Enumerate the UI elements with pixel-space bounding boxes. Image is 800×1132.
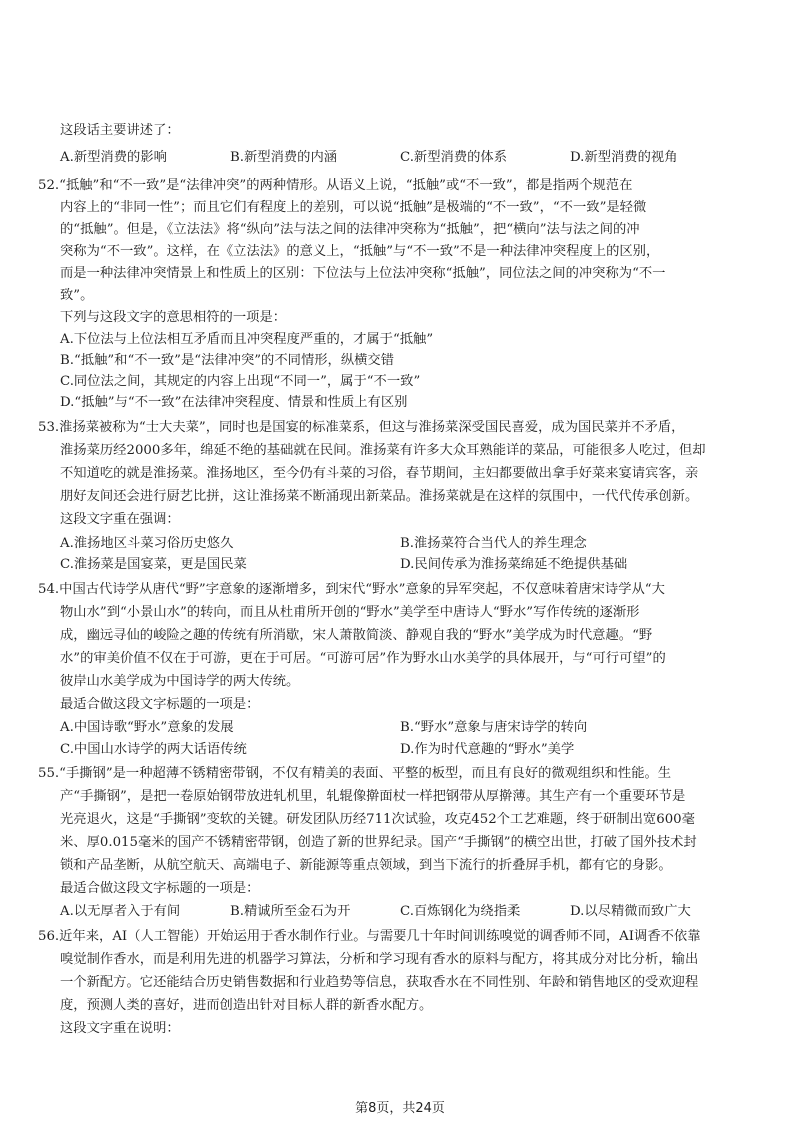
q55-line: 产“手撕钢”，是把一卷原始钢带放进轧机里，轧辊像擀面杖一样把钢带从厚擀薄。其生产有一个重要环节是 xyxy=(60,789,686,804)
q56-line: 56.近年来，AI（人工智能）开始运用于香水制作行业。与需要几十年时间训练嗅觉的调香师不同，AI调香不依靠 xyxy=(38,929,701,944)
page-number: 第8页，共24页 xyxy=(355,1101,445,1116)
q56-line: 嗅觉制作香水，而是利用先进的机器学习算法，分析和学习现有香水的原料与配方，将其成分对比分析，输出 xyxy=(60,952,699,967)
q54-line: 彼岸山水美学成为中国诗学的两大传统。 xyxy=(60,674,300,689)
q54-option-c: C.中国山水诗学的两大话语传统 xyxy=(60,742,247,757)
q52-option-c: C.同位法之间，其规定的内容上出现“不同一”，属于“不一致” xyxy=(60,374,421,389)
q53-line: 朋好友间还会进行厨艺比拼，这让淮扬菜不断涌现出新菜品。淮扬菜就是在这样的氛围中，一代代传承创新。 xyxy=(60,489,699,504)
q56-prompt: 这段文字重在说明： xyxy=(60,1021,180,1036)
q53-option-d: D.民间传承为淮扬菜绵延不绝提供基础 xyxy=(400,557,628,572)
q52-line: 致”。 xyxy=(60,288,94,303)
q52-option-a: A.下位法与上位法相互矛盾而且冲突程度严重的，才属于“抵触” xyxy=(60,332,434,347)
q53-option-c: C.淮扬菜是国宴菜，更是国民菜 xyxy=(60,557,247,572)
q54-line: 成，幽远寻仙的峻险之趣的传统有所消歇，宋人萧散简淡、静观自我的“野水”美学成为时代意趣。“野 xyxy=(60,628,653,643)
q51-option-d: D.新型消费的视角 xyxy=(570,150,678,165)
q51-option-a: A.新型消费的影响 xyxy=(60,150,167,165)
q52-line: 的“抵触”。但是，《立法法》将“纵向”法与法之间的法律冲突称为“抵触”，把“横向”法与法之间的冲 xyxy=(60,222,640,237)
q55-line: 锁和产品垄断，从航空航天、高端电子、新能源等重点领域，到当下流行的折叠屏手机，都有它的身影。 xyxy=(60,858,672,873)
q55-option-b: B.精诚所至金石为开 xyxy=(230,904,351,919)
q55-option-a: A.以无厚者入于有间 xyxy=(60,904,181,919)
q56-line: 一个新配方。它还能结合历史销售数据和行业趋势等信息，获取香水在不同性别、年龄和销售地区的受欢迎程 xyxy=(60,975,699,990)
q56-line: 度，预测人类的喜好，进而创造出针对目标人群的新香水配方。 xyxy=(60,998,433,1013)
q52-line: 52.“抵触”和“不一致”是“法律冲突”的两种情形。从语义上说，“抵触”或“不一致”，都是指两个规范在 xyxy=(38,178,633,193)
q55-line: 米、厚0.015毫米的国产不锈精密带钢，创造了新的世界纪录。国产“手撕钢”的横空出世，打破了国外技术封 xyxy=(60,835,697,850)
q52-option-d: D.“抵触”与“不一致”在法律冲突程度、情景和性质上有区别 xyxy=(60,395,408,410)
q54-line: 水”的审美价值不仅在于可游，更在于可居。“可游可居”作为野水山水美学的具体展开，与“可行可望”的 xyxy=(60,651,666,666)
q55-option-d: D.以尽精微而致广大 xyxy=(570,904,691,919)
q53-line: 53.淮扬菜被称为“士大夫菜”，同时也是国宴的标准菜系，但这与淮扬菜深受国民喜爱，成为国民菜并不矛盾， xyxy=(38,420,685,435)
q54-line: 物山水”到“小景山水”的转向，而且从杜甫所开创的“野水”美学至中唐诗人“野水”写作传统的逐渐形 xyxy=(60,605,640,620)
q55-option-c: C.百炼钢化为绕指柔 xyxy=(400,904,521,919)
q51-option-c: C.新型消费的体系 xyxy=(400,150,508,165)
q52-line: 内容上的“非同一性”；而且它们有程度上的差别，可以说“抵触”是极端的“不一致”，“不一致”是轻微 xyxy=(60,200,647,215)
q52-line: 突称为“不一致”。这样，在《立法法》的意义上，“抵触”与“不一致”不是一种法律冲突程度上的区别， xyxy=(60,244,660,259)
q55-line: 55.“手撕钢”是一种超薄不锈精密带钢，不仅有精美的表面、平整的板型，而且有良好的微观组织和性能。生 xyxy=(38,766,672,781)
q52-prompt: 下列与这段文字的意思相符的一项是： xyxy=(60,310,287,325)
q55-line: 光亮退火，这是“手撕钢”变软的关键。研发团队历经711次试验，攻克452个工艺难题，终于研制出宽600毫 xyxy=(60,812,695,827)
q54-option-a: A.中国诗歌“野水”意象的发展 xyxy=(60,720,234,735)
q51-option-b: B.新型消费的内涵 xyxy=(230,150,338,165)
q52-option-b: B.“抵触”和“不一致”是“法律冲突”的不同情形，纵横交错 xyxy=(60,353,395,368)
q54-prompt: 最适合做这段文字标题的一项是： xyxy=(60,697,260,712)
q53-line: 不知道吃的就是淮扬菜。淮扬地区，至今仍有斗菜的习俗，春节期间，主妇都要做出拿手好菜来宴请宾客，亲 xyxy=(60,466,699,481)
q54-line: 54.中国古代诗学从唐代“野”字意象的逐渐增多，到宋代“野水”意象的异军突起，不仅意味着唐宋诗学从“大 xyxy=(38,582,665,597)
q51-prompt: 这段话主要讲述了： xyxy=(60,123,180,138)
q54-option-b: B.“野水”意象与唐宋诗学的转向 xyxy=(400,720,588,735)
q53-option-a: A.淮扬地区斗菜习俗历史悠久 xyxy=(60,536,234,551)
q53-option-b: B.淮扬菜符合当代人的养生理念 xyxy=(400,536,587,551)
q55-prompt: 最适合做这段文字标题的一项是： xyxy=(60,881,260,896)
q53-prompt: 这段文字重在强调： xyxy=(60,512,180,527)
q52-line: 而是一种法律冲突情景上和性质上的区别：下位法与上位法冲突称“抵触”，同位法之间的冲突称为“不一 xyxy=(60,266,666,281)
q54-option-d: D.作为时代意趣的“野水”美学 xyxy=(400,742,575,757)
q53-line: 淮扬菜历经2000多年，绵延不绝的基础就在民间。淮扬菜有许多大众耳熟能详的菜品，可能很多人吃过，但却 xyxy=(60,443,706,458)
